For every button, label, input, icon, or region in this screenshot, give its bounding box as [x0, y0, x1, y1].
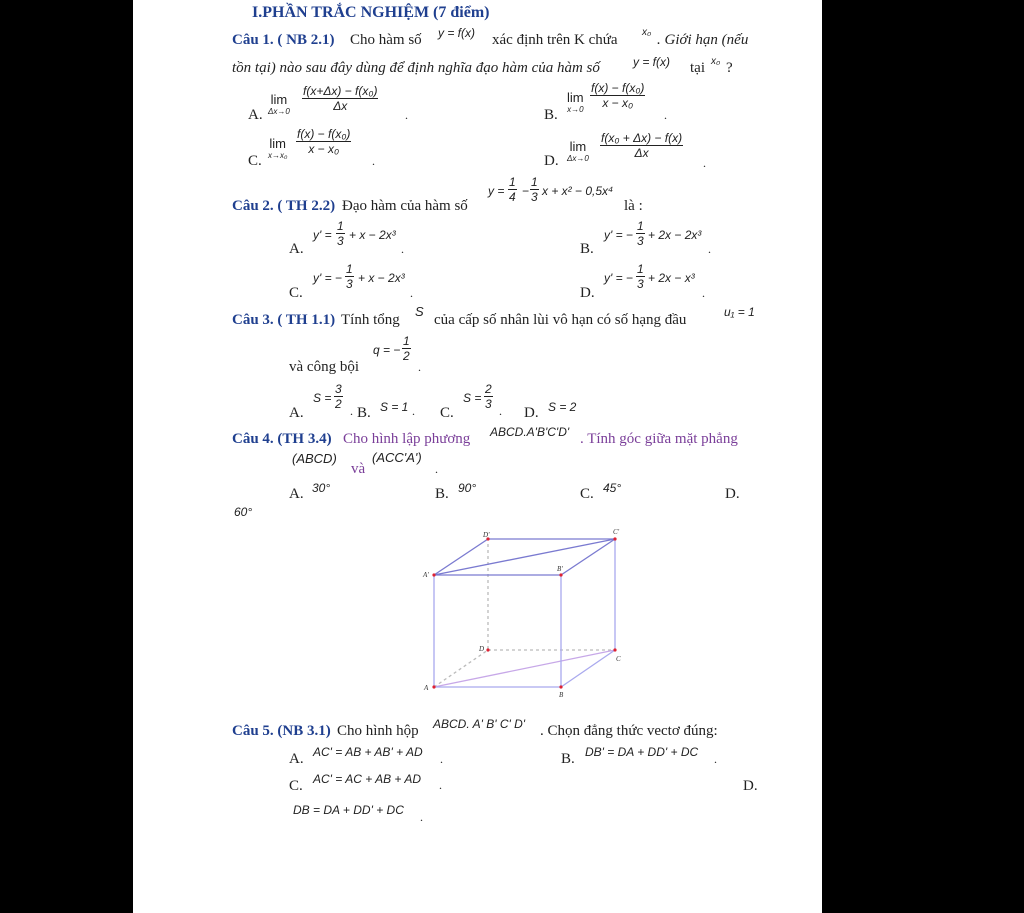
q4-option-c-value: 45°	[603, 481, 622, 495]
q1-label: Câu 1. ( NB 2.1)	[232, 32, 335, 48]
q4-math-cube: ABCD.A'B'C'D'	[490, 425, 570, 439]
q2-option-c-frac: $\frac{1}{3}$	[346, 262, 353, 291]
q5-text-b: . Chọn đẳng thức vectơ đúng:	[540, 723, 718, 739]
q2-option-b-frac: $\frac{1}{3}$	[637, 219, 644, 248]
q1-line2-math-a: y = f(x)	[633, 55, 671, 69]
q5-option-a-letter[interactable]: A.	[289, 751, 304, 767]
q2-label: Câu 2. ( TH 2.2)	[232, 198, 336, 214]
q4-option-b-letter[interactable]: B.	[435, 486, 449, 502]
q2-option-d-frac: $\frac{1}{3}$	[637, 262, 644, 291]
label-b: B	[559, 691, 564, 699]
q5-label: Câu 5. (NB 3.1)	[232, 723, 331, 739]
q5-math-box: ABCD. A' B' C' D'	[433, 717, 526, 731]
q1-option-b-lim: lim x→0	[567, 90, 584, 114]
q4-text-b: . Tính góc giữa mặt phẳng	[580, 431, 738, 447]
q3-math-s: S	[415, 304, 424, 319]
q2-option-a-tail: + x − 2x³	[349, 228, 396, 242]
q3-option-c-letter[interactable]: C.	[440, 405, 454, 421]
q3-option-c-frac: $\frac{2}{3}$	[485, 382, 492, 411]
label-d: D	[479, 645, 485, 653]
q1-option-a-fraction: $\frac{\text{f(x+Δx) − f(x₀)}}{\Delta x}$	[303, 84, 378, 113]
q4-text-a: Cho hình lập phương	[343, 431, 471, 447]
q2-option-c-letter[interactable]: C.	[289, 285, 303, 301]
q2-suffix: là :	[624, 198, 643, 214]
q1-option-c-fraction: $\frac{\text{f(x) − f(x₀)}}{\text{x − x₀}}$	[297, 127, 351, 156]
q2-option-c-lhs: y' = −	[313, 271, 342, 285]
q4-plane1: (ABCD)	[292, 451, 337, 466]
document-page	[133, 0, 822, 913]
q5-text-a: Cho hình hộp	[337, 723, 419, 739]
label-b1: B'	[557, 565, 563, 573]
q4-option-a-letter[interactable]: A.	[289, 486, 304, 502]
q4-label: Câu 4. (TH 3.4)	[232, 431, 332, 447]
q1-math-a: y = f(x)	[438, 26, 476, 40]
label-c1: C'	[613, 528, 620, 536]
q2-option-a-lhs: y' =	[313, 228, 332, 242]
q2-option-b-tail: + 2x − 2x³	[648, 228, 702, 242]
q4-option-d-value: 60°	[234, 505, 253, 519]
q1-line2-text-a: tồn tại) nào sau đây dùng để định nghĩa đạo hàm của hàm số	[232, 60, 600, 76]
q2-option-a-frac: $\frac{1}{3}$	[337, 219, 344, 248]
q4-plane2: (ACC'A')	[372, 450, 422, 465]
q2-func-tail: x + x² − 0,5x⁴	[542, 184, 614, 198]
section-title: I.PHẦN TRẮC NGHIỆM (7 điểm)	[252, 4, 490, 21]
label-a1: A'	[423, 571, 429, 579]
q2-option-d-lhs: y' = −	[604, 271, 633, 285]
q1-line2-math-b: x₀	[711, 56, 721, 67]
q4-and: và	[351, 461, 366, 477]
q3-math-u1: u₁ = 1	[724, 305, 755, 319]
q1-line2-text-c: ?	[726, 60, 733, 76]
q1-option-d-fraction: $\frac{\text{f(x₀ + Δx) − f(x)}}{\Delta x}$	[601, 131, 683, 160]
q5-option-c-eq: AC' = AC + AB + AD	[313, 772, 421, 786]
cube-figure	[415, 525, 630, 700]
q2-option-c-tail: + x − 2x³	[358, 271, 405, 285]
q3-q-lhs: q = −	[373, 343, 401, 357]
q2-func-frac1: $\frac{1}{4}$	[509, 175, 516, 204]
q2-option-b-lhs: y' = −	[604, 228, 633, 242]
q3-option-a-lhs: S =	[313, 391, 332, 405]
label-d1: D'	[483, 531, 490, 539]
q2-option-d-tail: + 2x − x³	[648, 271, 695, 285]
q1-math-b: x₀	[642, 27, 652, 38]
q2-func-frac2: $\frac{1}{3}$	[531, 175, 538, 204]
q1-option-c-lim: lim x→x₀	[268, 136, 288, 160]
q1-text-c: . Giới hạn (nếu	[657, 32, 749, 48]
q3-option-c-lhs: S =	[463, 391, 482, 405]
q2-func-lhs: y =	[488, 184, 505, 198]
q5-option-c-letter[interactable]: C.	[289, 778, 303, 794]
q3-text-a: Tính tổng	[341, 312, 400, 328]
q3-option-d-letter[interactable]: D.	[524, 405, 539, 421]
q2-func-mid: −	[522, 184, 530, 198]
q3-text-b: của cấp số nhân lùi vô hạn có số hạng đầu	[434, 312, 687, 328]
q2-option-d-letter[interactable]: D.	[580, 285, 595, 301]
q4-option-a-value: 30°	[312, 481, 331, 495]
q3-option-b-value: S = 1	[380, 400, 409, 414]
q3-text-c: và công bội	[289, 359, 359, 375]
q3-option-a-letter[interactable]: A.	[289, 405, 304, 421]
q3-option-d-value: S = 2	[548, 400, 577, 414]
q1-option-b-letter[interactable]: B.	[544, 107, 558, 123]
q4-option-b-value: 90°	[458, 481, 477, 495]
q4-option-d-letter[interactable]: D.	[725, 486, 740, 502]
q1-option-d-letter[interactable]: D.	[544, 153, 559, 169]
q5-option-d-eq: DB = DA + DD' + DC	[293, 803, 404, 817]
q1-line2-text-b: tại	[690, 60, 705, 76]
q3-q-frac: $\frac{1}{2}$	[403, 334, 410, 363]
q2-option-b-letter[interactable]: B.	[580, 241, 594, 257]
label-a: A	[424, 684, 429, 692]
q1-option-b-fraction: $\frac{\text{f(x) − f(x₀)}}{\text{x − x₀}}$	[591, 81, 645, 110]
q1-option-a-lim: lim Δx→0	[268, 92, 290, 116]
q5-option-d-letter[interactable]: D.	[743, 778, 758, 794]
q5-option-a-eq: AC' = AB + AB' + AD	[313, 745, 423, 759]
q1-option-d-lim: lim Δx→0	[567, 139, 589, 163]
q3-option-a-frac: $\frac{3}{2}$	[335, 382, 342, 411]
q1-text-b: xác định trên K chứa	[492, 32, 618, 48]
q2-option-a-letter[interactable]: A.	[289, 241, 304, 257]
q1-option-a-letter[interactable]: A.	[248, 107, 263, 123]
q2-text: Đạo hàm của hàm số	[342, 198, 468, 214]
q1-option-c-letter[interactable]: C.	[248, 153, 262, 169]
q4-option-c-letter[interactable]: C.	[580, 486, 594, 502]
q5-option-b-letter[interactable]: B.	[561, 751, 575, 767]
q3-label: Câu 3. ( TH 1.1)	[232, 312, 336, 328]
q3-option-b-letter[interactable]: B.	[357, 405, 371, 421]
q1-text-a: Cho hàm số	[350, 32, 422, 48]
label-c: C	[616, 655, 621, 663]
q5-option-b-eq: DB' = DA + DD' + DC	[585, 745, 699, 759]
